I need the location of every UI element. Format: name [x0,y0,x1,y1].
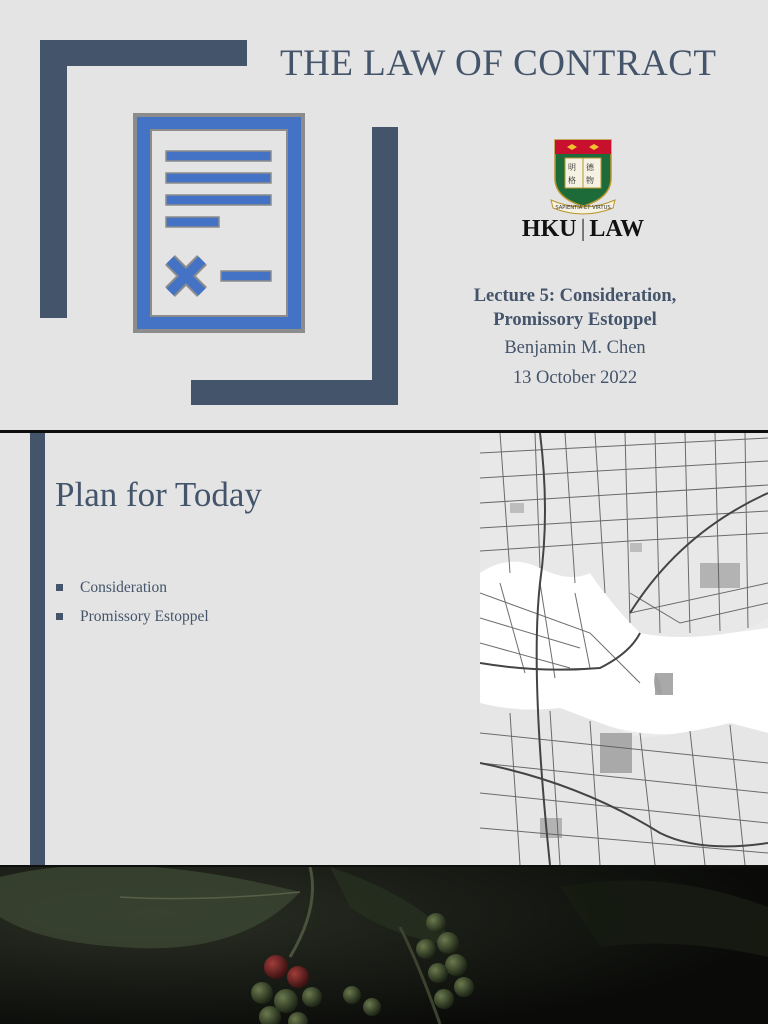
photo-slide [0,867,768,1024]
frame-left-bar [40,40,67,318]
logo-separator: | [580,216,586,242]
logo-left-text: HKU [521,216,577,242]
frame-right-bar [372,127,398,405]
author-name: Benjamin M. Chen [504,338,646,358]
lecture-title [430,284,720,332]
peppercorn-plant-photo [0,867,768,1024]
title-slide [0,0,768,430]
crest-motto: SAPIENTIA ET VIRTUS [555,205,611,211]
agenda-item-consideration: Consideration [56,579,209,608]
logo-right-text: LAW [589,216,645,242]
agenda-slide [0,433,768,865]
crest-glyph: 明 [568,163,576,172]
university-crest-icon [547,138,619,216]
crest-glyph: 物 [586,176,594,185]
frame-top-bar [40,40,247,66]
lecture-date: 13 October 2022 [512,368,638,388]
frame-bottom-bar [191,380,398,405]
lecture-title-line-2: Promissory Estoppel [493,310,657,330]
agenda-item-promissory-estoppel: Promissory Estoppel [56,608,209,637]
accent-side-bar [30,433,45,865]
agenda-title: Plan for Today [55,475,262,514]
map-graphic [480,433,768,865]
crest-glyph: 德 [586,163,594,172]
agenda-list [56,579,209,637]
lecture-title-line-1: Lecture 5: Consideration, [473,286,677,306]
crest-glyph: 格 [568,176,576,185]
city-street-map-image [480,433,768,865]
presentation-title: THE LAW OF CONTRACT [280,43,717,84]
hku-law-logo [500,216,666,243]
contract-document-icon [132,112,306,334]
